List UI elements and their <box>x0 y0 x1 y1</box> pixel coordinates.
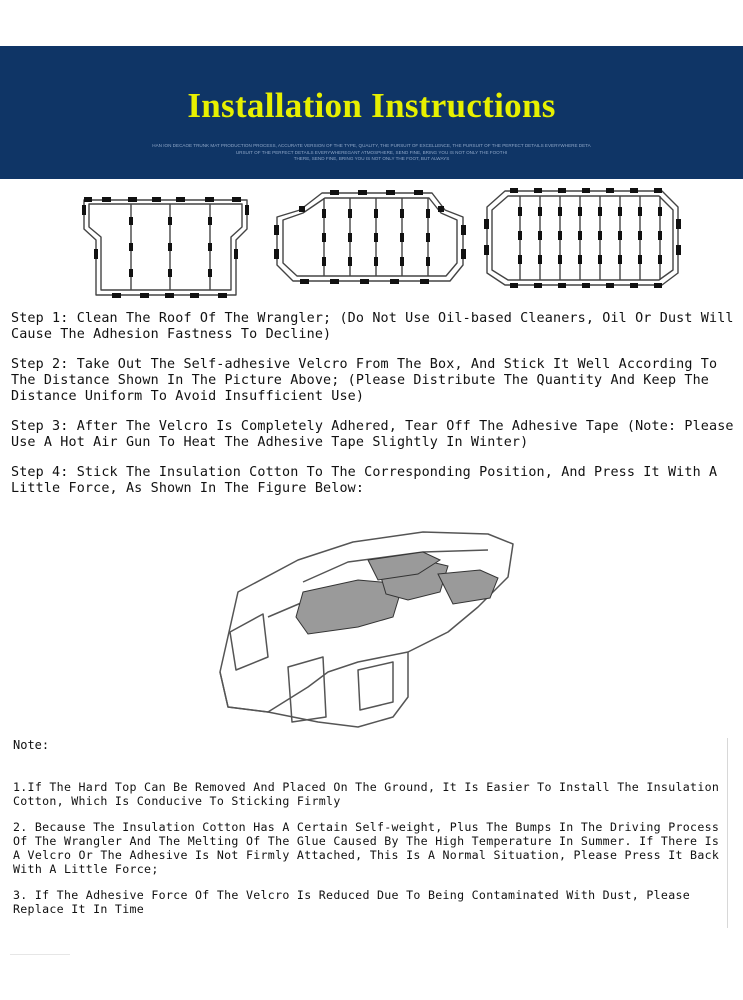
footer-divider <box>10 954 70 955</box>
hardtop-illustration <box>208 522 538 732</box>
note-1: 1.If The Hard Top Can Be Removed And Placed On The Ground, It Is Easier To Install The Insulation Cotton, Which Is Conducive To Sticking Firmly <box>13 780 720 808</box>
notes-list <box>13 780 733 928</box>
fine-print-line-1: HAN ION DECAOE TRUNK MAT PRODUCTION PROCESS, ACCURATE VERSION OF THE TYPE, QUALITY, THE PURSUIT OF EXCELLENCE, THE PURSUIT OF THE PERFECT DETAILS EVERYWHERE DETA <box>152 143 591 148</box>
steps-list <box>11 311 736 511</box>
fine-print-line-2: URSUIT OF THE PERFECT DETAILS EVERYWHEREGANT ATMOSPHERE, SEND FINE, BRING YOU IS NOT ONLY THE FOOTHI <box>235 149 508 155</box>
diagram-rear-panel <box>84 200 247 295</box>
step-2: Step 2: Take Out The Self-adhesive Velcro From The Box, And Stick It Well According To The Distance Shown In The Picture Above; (Please Distribute The Quantity And Keep The Distance Uniform To Avoid Insufficient Use) <box>11 357 718 404</box>
velcro-layout-diagrams <box>0 185 743 305</box>
insulation-pads <box>296 552 498 634</box>
page-title: Installation Instructions <box>187 86 556 125</box>
step-1: Step 1: Clean The Roof Of The Wrangler; (Do Not Use Oil-based Cleaners, Oil Or Dust Will Cause The Adhesion Fastness To Decline) <box>11 311 734 342</box>
step-4: Step 4: Stick The Insulation Cotton To The Corresponding Position, And Press It With A Little Force, As Shown In The Figure Below: <box>11 465 718 496</box>
note-heading: Note: <box>13 738 50 752</box>
fine-print-line-3: THERE, SEND FINE, BRING YOU IS NOT ONLY THE FOOT, BUT ALWAYS <box>293 156 450 161</box>
note-3: 3. If The Adhesive Force Of The Velcro Is Reduced Due To Being Contaminated With Dust, Please Replace It In Time <box>13 888 691 916</box>
edge-divider <box>727 738 728 928</box>
step-3: Step 3: After The Velcro Is Completely Adhered, Tear Off The Adhesive Tape (Note: Please Use A Hot Air Gun To Heat The Adhesive Tape Slightly In Winter) <box>11 419 734 450</box>
note-2: 2. Because The Insulation Cotton Has A Certain Self-weight, Plus The Bumps In The Driving Process Of The Wrangler And The Melting Of The Glue Caused By The High Temperature In Summer. If There Is A Velcro Or The Adhesive Is Not Firmly Attached, This Is A Normal Situation, Please Press It Back With A Little Force; <box>13 820 720 876</box>
diagram-front-panel <box>487 191 678 285</box>
banner-fine-print <box>140 143 603 163</box>
